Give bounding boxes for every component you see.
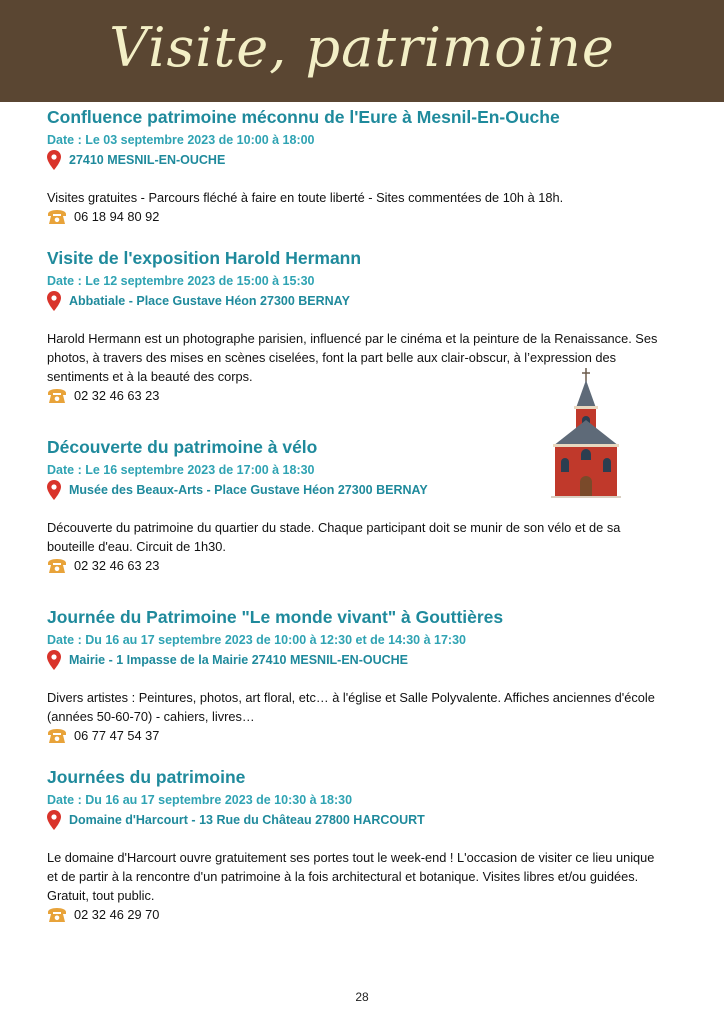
event-item [47, 606, 687, 745]
event-phone-number: 02 32 46 63 23 [74, 388, 160, 403]
map-pin-icon [47, 810, 61, 830]
event-location-label: 27410 MESNIL-EN-OUCHE [69, 153, 226, 167]
event-description: Divers artistes : Peintures, photos, art floral, etc… à l'église et Salle Polyvalente. Affiches anciennes d'école (années 50-60-70) - cahiers, livres… [47, 690, 655, 724]
event-phone-number: 06 18 94 80 92 [74, 209, 160, 224]
event-date: Date : Du 16 au 17 septembre 2023 de 10:30 à 18:30 [47, 793, 353, 807]
event-phone [47, 208, 687, 226]
event-phone [47, 727, 687, 745]
event-date: Date : Le 16 septembre 2023 de 17:00 à 18:30 [47, 463, 315, 477]
event-date: Date : Le 12 septembre 2023 de 15:00 à 15:30 [47, 274, 315, 288]
event-description: Découverte du patrimoine du quartier du stade. Chaque participant doit se munir de son vélo et de sa bouteille d'eau. Circuit de 1h30. [47, 520, 621, 554]
event-location [47, 810, 687, 830]
telephone-icon [47, 559, 67, 573]
map-pin-icon [47, 291, 61, 311]
event-phone [47, 557, 687, 575]
map-pin-icon [47, 650, 61, 670]
event-phone-number: 02 32 46 29 70 [74, 907, 160, 922]
event-description: Harold Hermann est un photographe parisien, influencé par le cinéma et la peinture de la Renaissance. Ses photos, à travers des mises en scènes ciselées, font la part belle aux clair-obscur, à l’expression des sentiments et à la beauté des corps. [47, 331, 658, 384]
event-title: Visite de l'exposition Harold Hermann [47, 248, 362, 268]
telephone-icon [47, 389, 67, 403]
event-location [47, 291, 687, 311]
event-location-label: Mairie - 1 Impasse de la Mairie 27410 MESNIL-EN-OUCHE [69, 653, 409, 667]
event-title: Découverte du patrimoine à vélo [47, 437, 318, 457]
page-title: Visite, patrimoine [109, 16, 615, 79]
event-location [47, 650, 687, 670]
telephone-icon [47, 908, 67, 922]
event-title: Confluence patrimoine méconnu de l'Eure à Mesnil-En-Ouche [47, 107, 560, 127]
event-description: Visites gratuites - Parcours fléché à faire en toute liberté - Sites commentées de 10h à 18h. [47, 190, 564, 205]
event-phone-number: 02 32 46 63 23 [74, 558, 160, 573]
page-number: 28 [355, 990, 369, 1004]
event-location-label: Musée des Beaux-Arts - Place Gustave Héon 27300 BERNAY [69, 483, 428, 497]
event-location [47, 480, 687, 500]
header-banner [0, 0, 724, 102]
map-pin-icon [47, 150, 61, 170]
event-description: Le domaine d'Harcourt ouvre gratuitement ses portes tout le week-end ! L'occasion de visiter ce lieu unique et de partir à la rencontre d'un patrimoine à la fois architectural et botanique. Visites libres et/ou guidées. Gratuit, tout public. [47, 850, 655, 903]
event-title: Journées du patrimoine [47, 767, 246, 787]
event-date: Date : Le 03 septembre 2023 de 10:00 à 18:00 [47, 133, 315, 147]
event-phone [47, 906, 687, 924]
event-title: Journée du Patrimoine "Le monde vivant" à Gouttières [47, 607, 504, 627]
telephone-icon [47, 729, 67, 743]
event-item [47, 766, 687, 924]
event-item [47, 436, 687, 575]
map-pin-icon [47, 480, 61, 500]
event-date: Date : Du 16 au 17 septembre 2023 de 10:00 à 12:30 et de 14:30 à 17:30 [47, 633, 466, 647]
event-location-label: Domaine d'Harcourt - 13 Rue du Château 27800 HARCOURT [69, 813, 425, 827]
event-location-label: Abbatiale - Place Gustave Héon 27300 BERNAY [69, 294, 350, 308]
event-item [47, 106, 687, 226]
event-location [47, 150, 687, 170]
telephone-icon [47, 210, 67, 224]
event-phone-number: 06 77 47 54 37 [74, 728, 160, 743]
